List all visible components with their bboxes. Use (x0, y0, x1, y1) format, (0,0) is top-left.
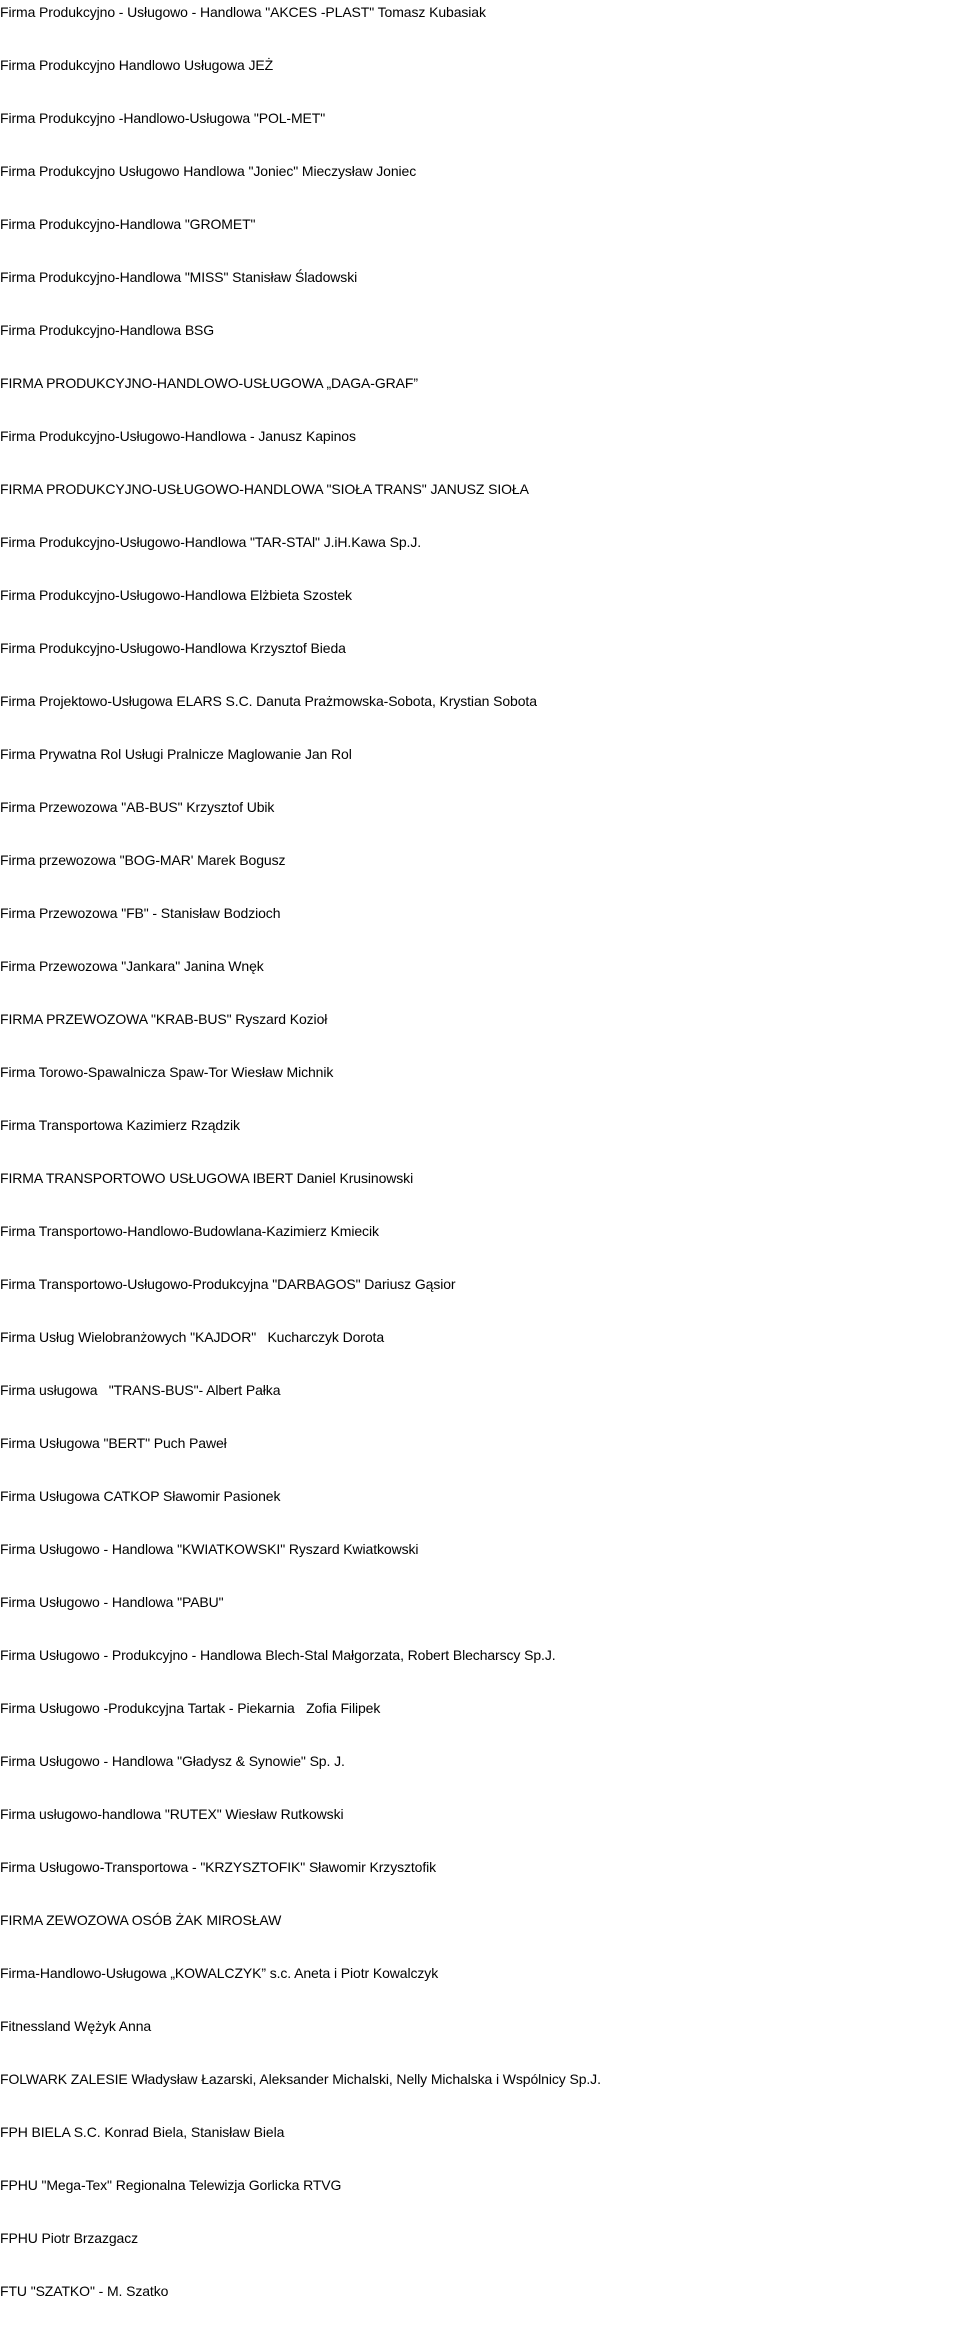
list-item: Firma Produkcyjno-Usługowo-Handlowa - Janusz Kapinos (0, 428, 356, 444)
list-item: Firma usługowa "TRANS-BUS"- Albert Pałka (0, 1382, 281, 1398)
list-item: Firma Produkcyjno -Handlowo-Usługowa "POL-MET" (0, 110, 326, 126)
list-item: Firma Przewozowa "AB-BUS" Krzysztof Ubik (0, 799, 275, 815)
list-item: Firma Torowo-Spawalnicza Spaw-Tor Wiesław Michnik (0, 1064, 334, 1080)
list-item: Firma Produkcyjno-Handlowa "MISS" Stanisław Śladowski (0, 269, 358, 285)
list-item: Firma Produkcyjno-Handlowa "GROMET" (0, 216, 256, 232)
list-item: Firma Usługowo - Handlowa "KWIATKOWSKI" Ryszard Kwiatkowski (0, 1541, 419, 1557)
list-item: Firma Przewozowa "Jankara" Janina Wnęk (0, 958, 264, 974)
list-item: Firma Produkcyjno-Handlowa BSG (0, 322, 215, 338)
list-item: Firma Usług Wielobranżowych "KAJDOR" Kucharczyk Dorota (0, 1329, 385, 1345)
list-item: Firma Produkcyjno Handlowo Usługowa JEŻ (0, 57, 274, 73)
list-item: Firma Usługowo-Transportowa - "KRZYSZTOFIK" Sławomir Krzysztofik (0, 1859, 437, 1875)
list-item: Fitnessland Wężyk Anna (0, 2018, 152, 2034)
list-item: Firma Produkcyjno Usługowo Handlowa "Joniec" Mieczysław Joniec (0, 163, 417, 179)
list-item: Firma Produkcyjno - Usługowo - Handlowa "AKCES -PLAST" Tomasz Kubasiak (0, 4, 486, 20)
list-item: FIRMA TRANSPORTOWO USŁUGOWA IBERT Daniel Krusinowski (0, 1170, 414, 1186)
list-item: Firma Usługowo -Produkcyjna Tartak - Piekarnia Zofia Filipek (0, 1700, 381, 1716)
list-item: Firma Usługowa "BERT" Puch Paweł (0, 1435, 227, 1451)
list-item: Firma Produkcyjno-Usługowo-Handlowa Elżbieta Szostek (0, 587, 352, 603)
list-item: Firma Produkcyjno-Usługowo-Handlowa Krzysztof Bieda (0, 640, 346, 656)
list-item: Firma Przewozowa "FB" - Stanisław Bodzioch (0, 905, 281, 921)
list-item: FPHU "Mega-Tex" Regionalna Telewizja Gorlicka RTVG (0, 2177, 342, 2193)
list-item: FIRMA ZEWOZOWA OSÓB ŻAK MIROSŁAW (0, 1912, 282, 1928)
list-item: Firma Transportowo-Usługowo-Produkcyjna "DARBAGOS" Dariusz Gąsior (0, 1276, 456, 1292)
list-item: FOLWARK ZALESIE Władysław Łazarski, Aleksander Michalski, Nelly Michalska i Wspólnicy Sp.J. (0, 2071, 601, 2087)
list-item: Firma Usługowo - Produkcyjno - Handlowa Blech-Stal Małgorzata, Robert Blecharscy Sp.J. (0, 1647, 556, 1663)
list-item: Firma przewozowa "BOG-MAR' Marek Bogusz (0, 852, 286, 868)
list-item: Firma Usługowo - Handlowa "Gładysz & Synowie" Sp. J. (0, 1753, 345, 1769)
list-item: Firma Transportowo-Handlowo-Budowlana-Kazimierz Kmiecik (0, 1223, 379, 1239)
list-item: FTU "SZATKO" - M. Szatko (0, 2283, 169, 2299)
list-item: Firma Usługowa CATKOP Sławomir Pasionek (0, 1488, 281, 1504)
list-item: FIRMA PRODUKCYJNO-HANDLOWO-USŁUGOWA „DAGA-GRAF” (0, 375, 418, 391)
list-item: Firma Produkcyjno-Usługowo-Handlowa "TAR-STAl" J.iH.Kawa Sp.J. (0, 534, 422, 550)
list-item: Firma Usługowo - Handlowa "PABU" (0, 1594, 224, 1610)
list-item: FIRMA PRODUKCYJNO-USŁUGOWO-HANDLOWA "SIOŁA TRANS" JANUSZ SIOŁA (0, 481, 529, 497)
list-item: FIRMA PRZEWOZOWA "KRAB-BUS" Ryszard Kozioł (0, 1011, 328, 1027)
list-item: Firma usługowo-handlowa "RUTEX" Wiesław Rutkowski (0, 1806, 344, 1822)
list-item: Firma Prywatna Rol Usługi Pralnicze Maglowanie Jan Rol (0, 746, 352, 762)
list-item: FPHU Piotr Brzazgacz (0, 2230, 139, 2246)
list-item: Firma Projektowo-Usługowa ELARS S.C. Danuta Prażmowska-Sobota, Krystian Sobota (0, 693, 537, 709)
list-item: Firma-Handlowo-Usługowa „KOWALCZYK” s.c. Aneta i Piotr Kowalczyk (0, 1965, 439, 1981)
list-item: Firma Transportowa Kazimierz Rządzik (0, 1117, 240, 1133)
list-item: FPH BIELA S.C. Konrad Biela, Stanisław Biela (0, 2124, 285, 2140)
